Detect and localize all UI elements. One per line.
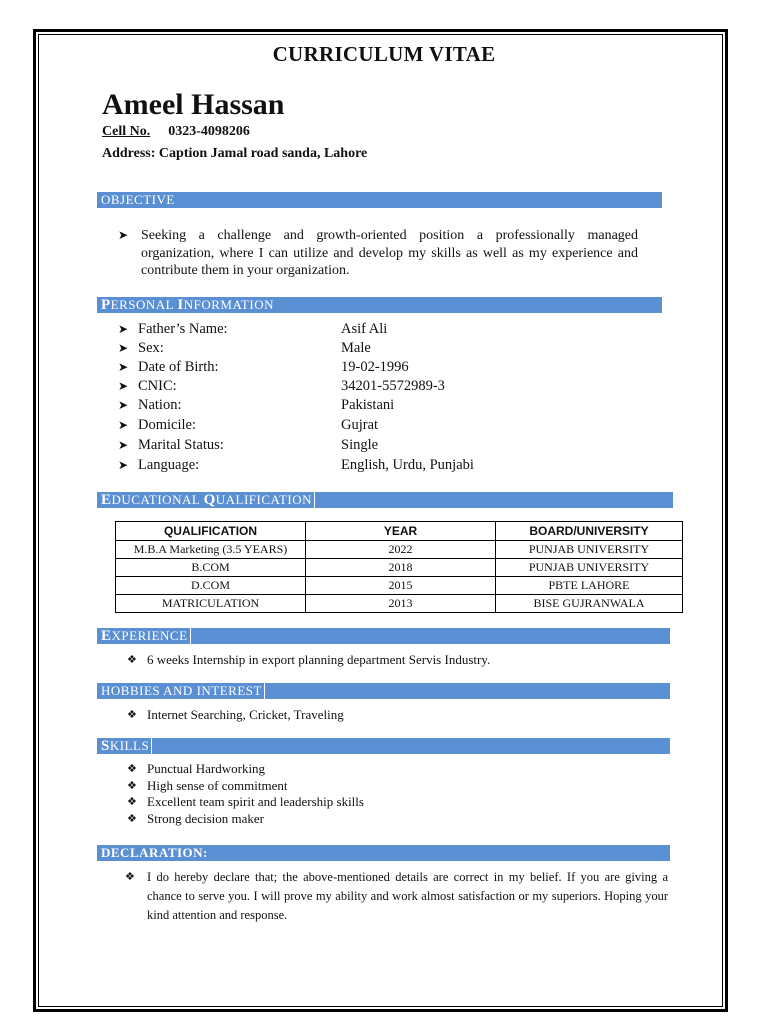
- diamond-bullet-icon: ❖: [127, 779, 137, 792]
- address: Address: Caption Jamal road sanda, Lahore: [102, 146, 368, 161]
- skills-list: [125, 761, 364, 827]
- diamond-bullet-icon: ❖: [127, 812, 137, 825]
- table-row: [116, 541, 683, 559]
- arrow-bullet-icon: ➤: [118, 418, 129, 432]
- arrow-bullet-icon: ➤: [118, 398, 129, 412]
- skills-section-bar: [95, 738, 670, 754]
- candidate-name: Ameel Hassan: [102, 88, 285, 121]
- diamond-bullet-icon: ❖: [127, 763, 137, 775]
- experience-heading: EXPERIENCE: [95, 628, 191, 644]
- table-cell: 2015: [306, 577, 496, 595]
- hobbies-list: [125, 707, 344, 724]
- table-cell: 2018: [306, 559, 496, 577]
- table-cell: BISE GUJRANWALA: [496, 595, 683, 613]
- table-cell: PUNJAB UNIVERSITY: [496, 541, 683, 559]
- skills-heading: SKILLS: [95, 738, 152, 754]
- table-row: [116, 595, 683, 613]
- list-item: ❖ Excellent team spirit and leadership skills: [127, 794, 364, 809]
- education-heading: EDUCATIONAL QUALIFICATION: [95, 492, 315, 508]
- education-table: [115, 521, 683, 613]
- table-cell: D.COM: [116, 577, 306, 595]
- diamond-bullet-icon: ❖: [127, 654, 137, 666]
- table-cell: PBTE LAHORE: [496, 577, 683, 595]
- diamond-bullet-icon: ❖: [127, 709, 137, 721]
- list-item: ❖ Internet Searching, Cricket, Traveling: [127, 707, 344, 722]
- table-cell: 2022: [306, 541, 496, 559]
- table-header-row: [116, 522, 683, 541]
- header-year: YEAR: [306, 522, 496, 541]
- arrow-bullet-icon: ➤: [118, 341, 129, 355]
- table-row: [116, 559, 683, 577]
- list-item: ❖ Strong decision maker: [127, 810, 264, 826]
- header-qualification: QUALIFICATION: [116, 522, 306, 541]
- objective-heading: OBJECTIVE: [95, 192, 177, 208]
- cell-number: [102, 124, 250, 140]
- table-cell: 2013: [306, 595, 496, 613]
- declaration-heading: DECLARATION:: [95, 845, 210, 861]
- declaration-item: [125, 868, 668, 925]
- document-title: CURRICULUM VITAE: [272, 42, 496, 66]
- arrow-bullet-icon: ➤: [118, 438, 129, 452]
- experience-list: [125, 652, 490, 669]
- table-cell: MATRICULATION: [116, 595, 306, 613]
- table-cell: B.COM: [116, 559, 306, 577]
- objective-text: Seeking a challenge and growth-oriented position a professionally managed organization, where I can utilize and develop my skills as well as my experience and contribute them in your organization.: [141, 228, 638, 278]
- table-cell: PUNJAB UNIVERSITY: [496, 559, 683, 577]
- diamond-bullet-icon: ❖: [127, 796, 137, 808]
- header-board: BOARD/UNIVERSITY: [496, 522, 683, 541]
- list-item: ❖ 6 weeks Internship in export planning department Servis Industry.: [127, 652, 491, 667]
- table-cell: M.B.A Marketing (3.5 YEARS): [116, 541, 306, 559]
- arrow-bullet-icon: ➤: [118, 379, 129, 393]
- arrow-bullet-icon: ➤: [118, 458, 129, 472]
- objective-section-bar: [95, 192, 662, 208]
- hobbies-heading: HOBBIES AND INTEREST: [95, 683, 265, 699]
- arrow-bullet-icon: ➤: [118, 322, 129, 336]
- diamond-bullet-icon: ❖: [125, 871, 135, 883]
- arrow-bullet-icon: ➤: [118, 360, 129, 374]
- table-row: [116, 577, 683, 595]
- arrow-bullet-icon: ➤: [118, 228, 129, 242]
- cell-label: Cell No.: [102, 124, 151, 139]
- cell-value: 0323-4098206: [168, 124, 250, 139]
- list-item: ❖ Punctual Hardworking: [127, 761, 266, 776]
- objective-item: [118, 227, 638, 280]
- list-item: ❖ High sense of commitment: [127, 777, 288, 793]
- declaration-text: I do hereby declare that; the above-mentioned details are correct in my belief. If you are giving a chance to serve you. I will prove my ability and work almost satisfaction or my superiors. Hoping your kind attention and response.: [147, 870, 668, 922]
- personal-info-heading: PERSONAL INFORMATION: [95, 297, 276, 313]
